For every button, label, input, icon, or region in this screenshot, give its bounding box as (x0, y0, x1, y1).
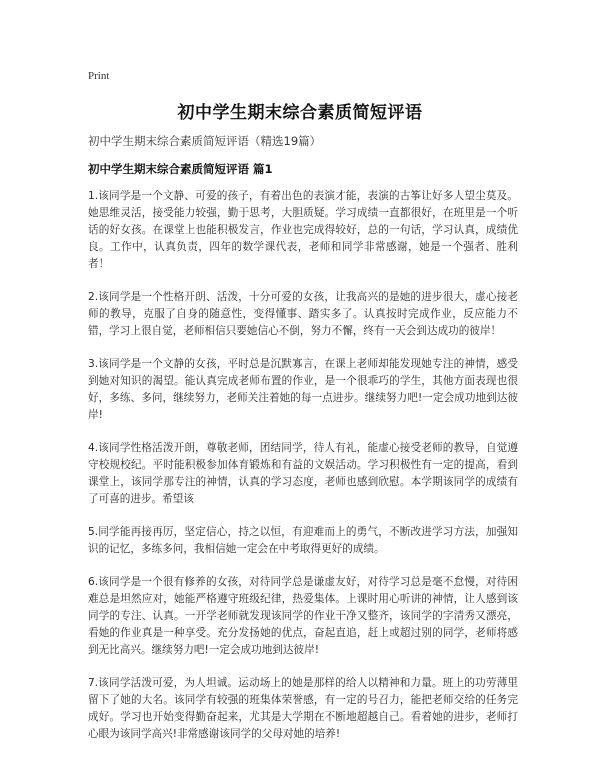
comment-list (88, 188, 518, 759)
comment-paragraph: 6.该同学是一个很有修养的女孩，对待同学总是谦虚友好，对待学习总是毫不怠慢，对待困难总是坦然应对，她能严格遵守班级纪律，热爱集体。上课时用心听讲的神情，让人感到该同学的专注、认真。一开学老师就发现该同学的作业干净又整齐，该同学的字清秀又漂亮，看她的作业真是一种享受。充分发扬她的优点，奋起直追，赶上或超过别的同学，老师将感到无比高兴。继续努力吧!一定会成功地到达彼岸! (88, 576, 518, 656)
document-subtitle: 初中学生期末综合素质简短评语（精选19篇） (88, 134, 322, 148)
section-heading: 初中学生期末综合素质简短评语 篇1 (88, 162, 273, 176)
comment-paragraph: 5.同学能再接再厉，坚定信心，持之以恒，有迎难而上的勇气，不断改进学习方法，加强知识的记忆，多练多问，我相信她一定会在中考取得更好的成绩。 (88, 526, 518, 555)
comment-paragraph: 7.该同学活泼可爱，为人坦诚。运动场上的她是那样的给人以精神和力量。班上的功劳薄里留下了她的大名。该同学有较强的班集体荣誉感，有一定的号召力，能把老师交给的任务完成好。学习也开始变得勤奋起来，尤其是大学期在不断地超越自己。看着她的进步，老师打心眼为该同学高兴!非常感谢该同学的父母对她的培养! (88, 677, 518, 740)
comment-paragraph: 3.该同学是一个文静的女孩，平时总是沉默寡言，在课上老师却能发现她专注的神情，感受到她对知识的渴望。能认真完成老师布置的作业，是一个很乖巧的学生，其他方面表现也很好，多练、多问，继续努力，老师关注着她的每一点进步。继续努力吧!一定会成功地到达彼岸! (88, 358, 518, 421)
page-title: 初中学生期末综合素质简短评语 (177, 103, 423, 123)
comment-paragraph: 4.该同学性格活泼开朗，尊敬老师，团结同学，待人有礼，能虚心接受老师的教导，自觉遵守校规校纪。平时能积极参加体育锻炼和有益的文娱活动。学习积极性有一定的提高，看到课堂上，该同学那专注的神情，认真的学习态度，老师也感到欣慰。本学期该同学的成绩有了可喜的进步。希望该 (88, 442, 518, 505)
comment-paragraph: 2.该同学是一个性格开朗、活泼，十分可爱的女孩，让我高兴的是她的进步很大，虚心接老师的教导，克服了自身的随意性，变得懂事、踏实多了。认真按时完成作业，反应能力不错，学习上很自觉，老师相信只要她信心不倒，努力不懈，终有一天会到达成功的彼岸！ (88, 291, 518, 337)
comment-paragraph: 1.该同学是一个文静、可爱的孩子，有着出色的表演才能，表演的古筝让好多人望尘莫及。她思维灵活，接受能力较强，勤于思考，大胆质疑。学习成绩一直都很好，在班里是一个听话的好女孩。在课堂上也能积极发言，作业也完成得较好，总的一句话，学习认真，成绩优良。工作中，认真负责，四年的数学课代表，老师和同学非常感谢，她是一个强者、胜利者！ (88, 190, 518, 270)
print-link[interactable]: Print (88, 70, 110, 82)
